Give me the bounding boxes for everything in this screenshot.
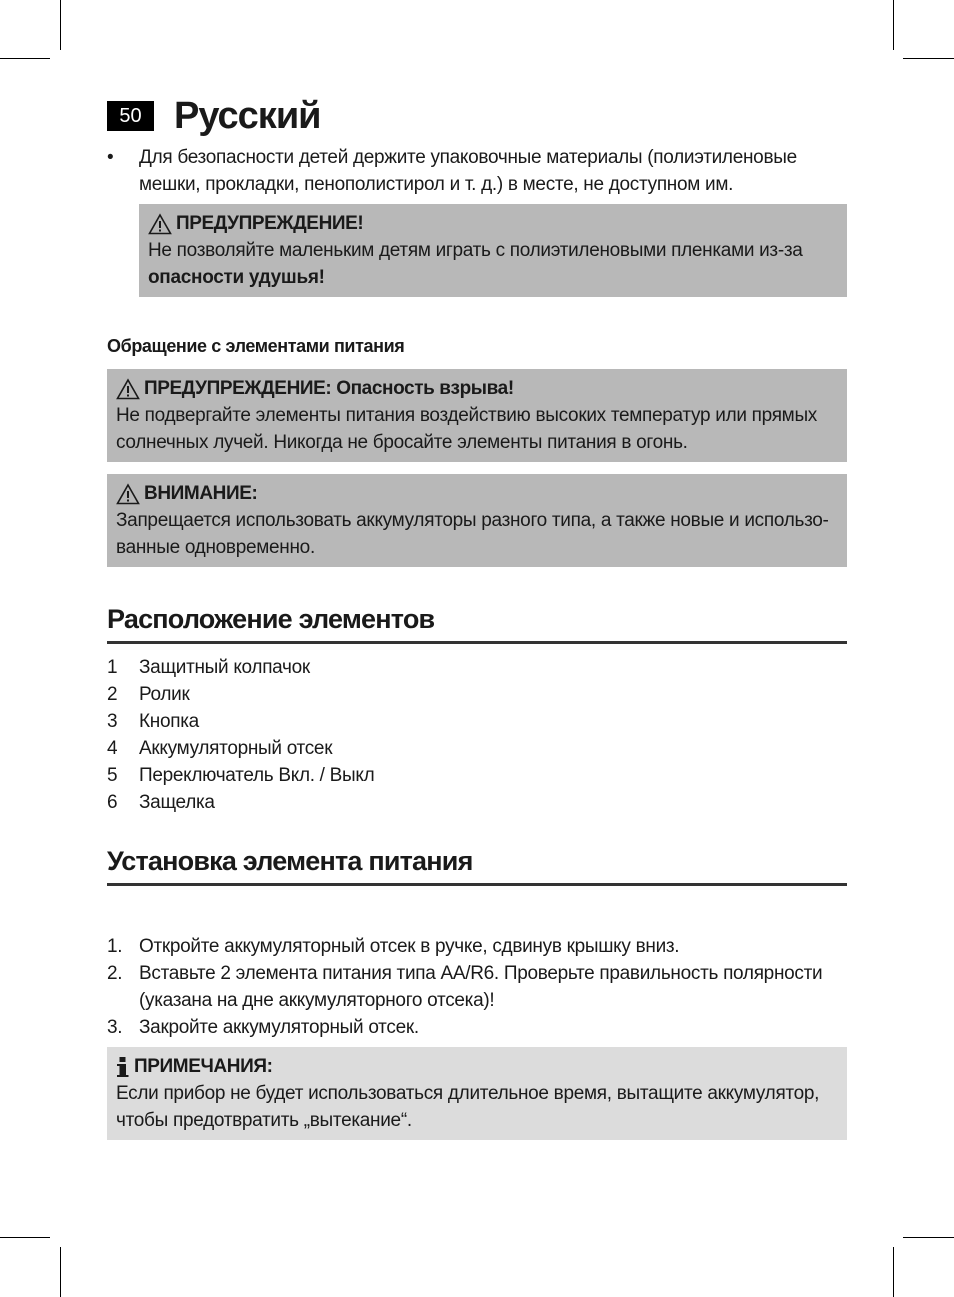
crop-mark xyxy=(893,0,894,50)
caution-title: ВНИМАНИЕ: xyxy=(116,480,838,507)
warning-triangle-icon xyxy=(116,378,140,400)
crop-mark xyxy=(0,58,50,59)
warning-title: ПРЕДУПРЕЖДЕНИЕ! xyxy=(148,210,838,237)
warning-triangle-icon xyxy=(116,483,140,505)
caution-box xyxy=(107,474,847,567)
crop-mark xyxy=(60,1247,61,1297)
language-title: Русский xyxy=(174,94,321,137)
note-box xyxy=(107,1047,847,1140)
list-item: 1. Откройте аккумуляторный отсек в ручке, сдвинув крышку вниз. xyxy=(107,936,680,957)
page-header xyxy=(107,96,321,136)
crop-mark xyxy=(60,0,61,50)
list-item: 3 Кнопка xyxy=(107,711,199,732)
intro-bullet-text: Для безопасности детей держите упаковочные материалы (полиэтиленовые мешки, прокладки, пенополистирол и т. д.) в месте, не доступном им. xyxy=(139,147,797,195)
section-title-layout: Расположение элементов xyxy=(107,604,847,644)
list-item: 2. Вставьте 2 элемента питания типа AA/R6. Проверьте правильность полярности (указана на дне аккумуляторного отсека)! xyxy=(107,963,823,1011)
list-item: 1 Защитный колпачок xyxy=(107,657,310,678)
battery-heading: Обращение с элементами питания xyxy=(107,336,405,356)
list-item: 6 Защелка xyxy=(107,792,215,813)
intro-bullet xyxy=(107,144,847,198)
caution-text: Запрещается использовать аккумуляторы разного типа, а также новые и использо-ванные одновременно. xyxy=(116,510,829,558)
page-number: 50 xyxy=(107,101,154,131)
info-icon xyxy=(116,1056,130,1078)
section-title-install: Установка элемента питания xyxy=(107,846,847,886)
warning-triangle-icon xyxy=(148,213,172,235)
list-item: 2 Ролик xyxy=(107,684,190,705)
warning-title: ПРЕДУПРЕЖДЕНИЕ: Опасность взрыва! xyxy=(116,375,838,402)
parts-list xyxy=(107,654,847,816)
note-text: Если прибор не будет использоваться длительное время, вытащите аккумулятор, чтобы предотвратить „вытекание“. xyxy=(116,1083,820,1131)
crop-mark xyxy=(903,58,954,59)
note-title: ПРИМЕЧАНИЯ: xyxy=(116,1053,838,1080)
bullet-mark: • xyxy=(107,147,114,168)
list-item: 5 Переключатель Вкл. / Выкл xyxy=(107,765,375,786)
crop-mark xyxy=(893,1247,894,1297)
warning-text: Не позволяйте маленьким детям играть с полиэтиленовыми пленками из-за опасности удушья! xyxy=(148,240,803,288)
warning-text-bold: опасности удушья! xyxy=(148,267,325,288)
list-item: 3. Закройте аккумуляторный отсек. xyxy=(107,1017,419,1038)
list-item: 4 Аккумуляторный отсек xyxy=(107,738,333,759)
crop-mark xyxy=(0,1237,50,1238)
warning-text: Не подвергайте элементы питания воздействию высоких температур или прямых солнечных лучей. Никогда не бросайте элементы питания в огонь. xyxy=(116,405,818,453)
explosion-warning-box xyxy=(107,369,847,462)
warning-box xyxy=(139,204,847,297)
crop-mark xyxy=(903,1237,954,1238)
install-steps xyxy=(107,933,847,1041)
